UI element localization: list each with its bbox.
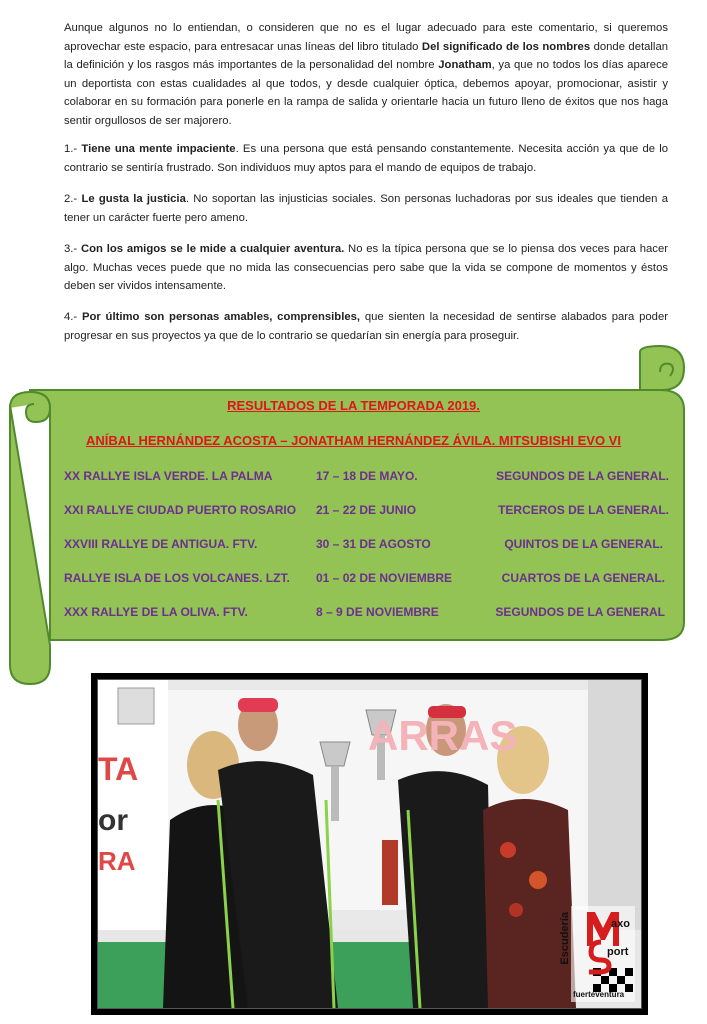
sign-text: RA xyxy=(98,846,136,876)
rally-date: 01 – 02 DE NOVIEMBRE xyxy=(316,571,453,585)
rally-result: SEGUNDOS DE LA GENERAL. xyxy=(496,469,669,483)
intro-text-a: Aunque algunos no lo entiendan, o consideren que no es el lugar adecuado para este comentario, si queremos aprovechar este espacio, para entresacar unas líneas del libro titulado xyxy=(64,22,668,53)
trait-number: 4.- xyxy=(64,311,82,323)
rally-name: RALLYE ISLA DE LOS VOLCANES. LZT. xyxy=(64,571,290,585)
trait-paragraph-2 xyxy=(64,190,668,227)
rally-name: XXVIII RALLYE DE ANTIGUA. FTV. xyxy=(64,537,258,551)
trait-heading: Tiene una mente impaciente xyxy=(81,143,236,155)
rally-date: 21 – 22 DE JUNIO xyxy=(316,503,417,517)
logo-word-1: axo xyxy=(611,918,630,930)
result-row xyxy=(0,571,707,589)
trait-heading: Por último son personas amables, comprensibles, xyxy=(81,311,361,323)
rally-result: CUARTOS DE LA GENERAL. xyxy=(501,571,665,585)
rally-result: SEGUNDOS DE LA GENERAL xyxy=(495,605,665,619)
book-title: Del significado de los nombres xyxy=(421,40,591,53)
rally-name: XXX RALLYE DE LA OLIVA. FTV. xyxy=(64,605,248,619)
rally-date: 8 – 9 DE NOVIEMBRE xyxy=(316,605,439,619)
result-row xyxy=(0,469,707,487)
result-row xyxy=(0,537,707,555)
result-row xyxy=(0,503,707,521)
sign-text: TA xyxy=(98,751,139,787)
trait-number: 3.- xyxy=(64,243,81,255)
award-photo xyxy=(91,673,648,1015)
photo-content xyxy=(97,679,642,1009)
intro-paragraph xyxy=(64,19,668,131)
trait-heading: Le gusta la justicia xyxy=(81,193,186,205)
trait-text: . No soportan las injusticias sociales. Son personas luchadoras por sus ideales que tienden a tener un carácter fuerte pero ameno. xyxy=(64,193,669,224)
logo-word-2: port xyxy=(607,946,629,958)
trait-text: No es la típica persona que se lo piensa dos veces para hacer algo. Muchas veces puede que no mida las consecuencias pero sabe que la vida se compone de momentos y éstos deben ser vividos intensamente. xyxy=(64,243,669,293)
result-row xyxy=(0,605,707,623)
trait-number: 1.- xyxy=(64,143,82,155)
rally-result: QUINTOS DE LA GENERAL. xyxy=(504,537,663,551)
intro-text-b: donde detallan la definición y los rasgos más importantes de la personalidad del nombre xyxy=(64,40,669,72)
intro-text-c: , ya que no todos los días aparece un deportista con estas cualidades al que todos, y desde cualquier óptica, debemos apoyar, promocionar, asistir y colaborar en su formación para ponerle en la rampa de salida y orientarle hacia un futuro lleno de éxitos que nos haga sentir orgullosos de ser majorero. xyxy=(64,59,668,127)
rally-date: 30 – 31 DE AGOSTO xyxy=(316,537,431,551)
rally-name: XXI RALLYE CIUDAD PUERTO ROSARIO xyxy=(64,503,297,517)
trait-text: . Es una persona que está pensando constantemente. Necesita acción ya que de lo contrario se sentiría frustrado. Son individuos muy aptos para el mando de equipos de trabajo. xyxy=(64,143,669,174)
backdrop-text: ARRAS xyxy=(368,712,518,759)
name-highlight: Jonatham xyxy=(438,59,492,72)
season-results-title: RESULTADOS DE LA TEMPORADA 2019. xyxy=(227,398,480,413)
trait-heading: Con los amigos se le mide a cualquier aventura. xyxy=(80,243,345,255)
rally-date: 17 – 18 DE MAYO. xyxy=(316,469,418,483)
trait-paragraph-3 xyxy=(64,240,668,296)
logo-bottom-text: fuerteventura xyxy=(573,990,625,999)
escuderia-maxo-sport-logo xyxy=(559,906,635,1002)
crew-heading: ANÍBAL HERNÁNDEZ ACOSTA – JONATHAM HERNÁNDEZ ÁVILA. MITSUBISHI EVO VI xyxy=(86,433,621,448)
sign-text: or xyxy=(98,804,128,837)
trait-paragraph-1 xyxy=(64,140,668,177)
trait-number: 2.- xyxy=(64,193,82,205)
trait-text: que sienten la necesidad de sentirse alabados para poder progresar en sus proyectos ya que de lo contrario se quedarían sin energía para proseguir. xyxy=(64,311,668,342)
logo-vertical-text: Escudería xyxy=(559,912,571,965)
rally-name: XX RALLYE ISLA VERDE. LA PALMA xyxy=(64,469,273,483)
rally-result: TERCEROS DE LA GENERAL. xyxy=(498,503,669,517)
